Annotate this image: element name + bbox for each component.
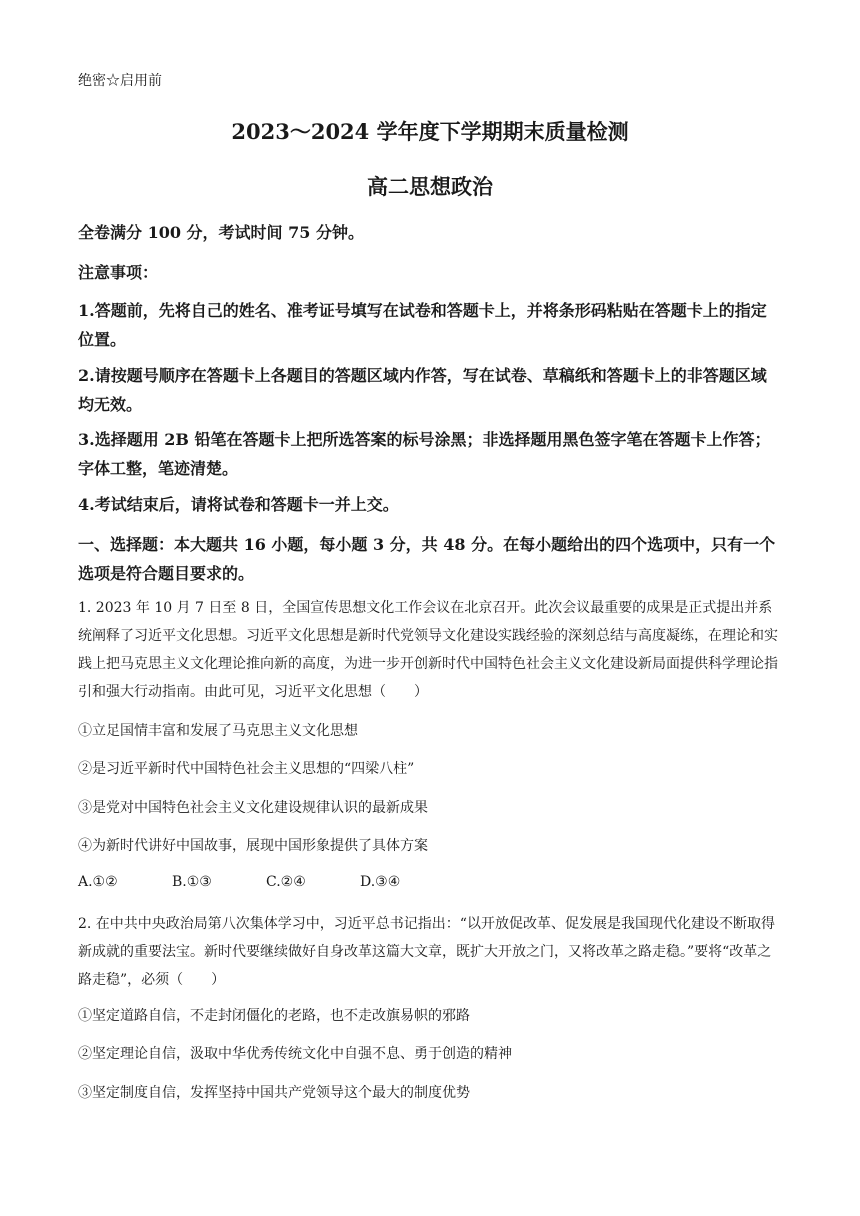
choice-d: D.③④ — [360, 874, 401, 890]
exam-title: 2023～2024 学年度下学期期末质量检测 — [231, 119, 629, 144]
confidential-label: 绝密☆启用前 — [78, 73, 162, 89]
question-1-stem: 1. 2023 年 10 月 7 日至 8 日，全国宣传思想文化工作会议在北京召开。此次会议最重要的成果是正式提出并系统阐释了习近平文化思想。习近平文化思想是新时代党领导文化建设实践经验的深刻总结与高度凝练，在理论和实践上把马克思主义文化理论推向新的高度，为进一步开创新时代中国特色社会主义文化建设新局面提供科学理论指引和强大行动指南。由此可见，习近平文化思想（ ） — [78, 600, 778, 700]
choice-b: B.①③ — [172, 874, 212, 890]
question-1-option: ③是党对中国特色社会主义文化建设规律认识的最新成果 — [78, 800, 428, 816]
question-1-option: ②是习近平新时代中国特色社会主义思想的“四梁八柱” — [78, 761, 415, 777]
notice-item: 1.答题前，先将自己的姓名、准考证号填写在试卷和答题卡上，并将条形码粘贴在答题卡上的指定位置。 — [78, 301, 767, 349]
choice-a: A.①② — [78, 874, 118, 890]
question-1-option: ①立足国情丰富和发展了马克思主义文化思想 — [78, 723, 358, 739]
notice-item: 4.考试结束后，请将试卷和答题卡一并上交。 — [78, 495, 399, 514]
question-2-option: ①坚定道路自信，不走封闭僵化的老路，也不走改旗易帜的邪路 — [78, 1008, 470, 1024]
question-1-choices — [78, 874, 454, 890]
question-2-option: ②坚定理论自信，汲取中华优秀传统文化中自强不息、勇于创造的精神 — [78, 1046, 512, 1062]
exam-subject: 高二思想政治 — [367, 174, 493, 199]
notice-item: 3.选择题用 2B 铅笔在答题卡上把所选答案的标号涂黑；非选择题用黑色签字笔在答题卡上作答；字体工整，笔迹清楚。 — [78, 430, 771, 478]
notice-item: 2.请按题号顺序在答题卡上各题目的答题区域内作答，写在试卷、草稿纸和答题卡上的非答题区域均无效。 — [78, 366, 767, 414]
section-heading: 一、选择题：本大题共 16 小题，每小题 3 分，共 48 分。在每小题给出的四个选项中，只有一个选项是符合题目要求的。 — [78, 535, 776, 583]
question-2-option: ③坚定制度自信，发挥坚持中国共产党领导这个最大的制度优势 — [78, 1085, 470, 1101]
score-time-info: 全卷满分 100 分，考试时间 75 分钟。 — [78, 223, 364, 242]
question-1-option: ④为新时代讲好中国故事，展现中国形象提供了具体方案 — [78, 838, 428, 854]
notice-heading: 注意事项： — [78, 263, 159, 282]
choice-c: C.②④ — [266, 874, 306, 890]
question-2-stem: 2. 在中共中央政治局第八次集体学习中，习近平总书记指出：“以开放促改革、促发展是我国现代化建设不断取得新成就的重要法宝。新时代要继续做好自身改革这篇大文章，既扩大开放之门，又将改革之路走稳。”要将“改革之路走稳”，必须（ ） — [78, 916, 775, 988]
